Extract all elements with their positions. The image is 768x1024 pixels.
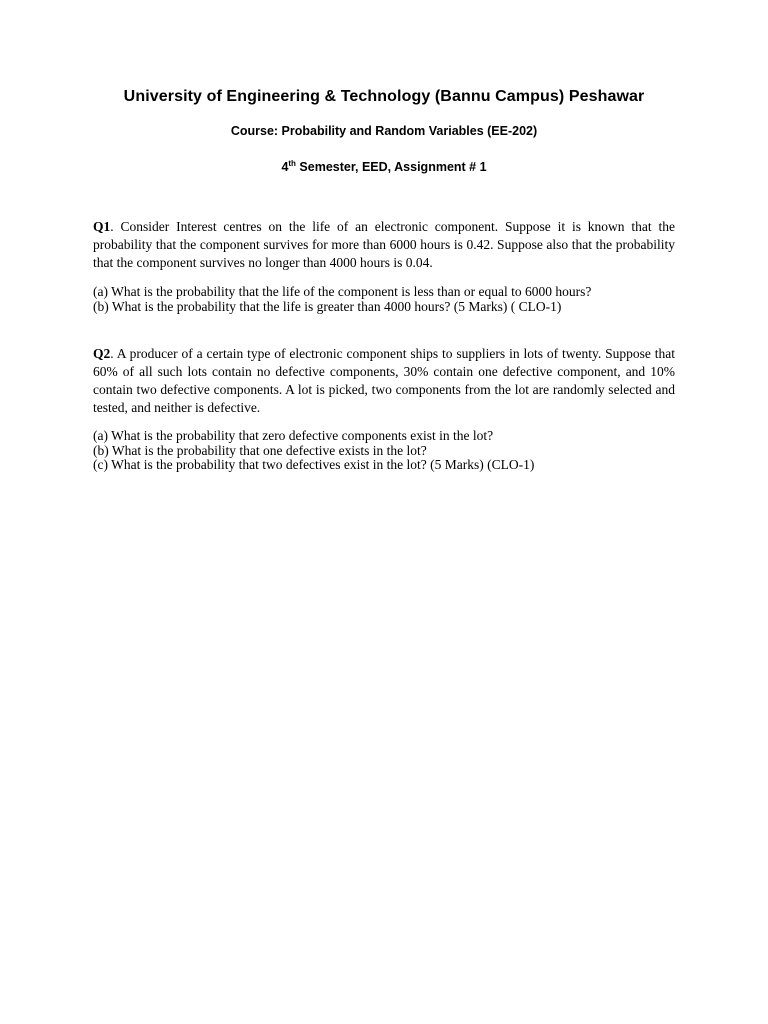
question-2-text: . A producer of a certain type of electronic component ships to suppliers in lots of twenty. Suppose that 60% of all such lots contain no defective components, 30% contain one defective component, and 10% contain two defective components. A lot is picked, two components from the lot are randomly selected and tested, and neither is defective. bbox=[93, 346, 675, 415]
question-1 bbox=[93, 218, 675, 272]
university-title: University of Engineering & Technology (Bannu Campus) Peshawar bbox=[123, 88, 645, 105]
semester-number: 4 bbox=[281, 160, 289, 174]
course-title: Course: Probability and Random Variables (EE-202) bbox=[230, 124, 538, 138]
assignment-title bbox=[0, 160, 768, 174]
question-2-part-c: (c) What is the probability that two defectives exist in the lot? (5 Marks) (CLO-1) bbox=[93, 457, 535, 472]
question-1-parts bbox=[93, 285, 693, 314]
semester-suffix: th bbox=[288, 158, 296, 168]
question-2-part-b: (b) What is the probability that one defective exists in the lot? bbox=[93, 442, 427, 458]
semester-rest: Semester, EED, Assignment # 1 bbox=[295, 160, 487, 174]
question-2-part-a: (a) What is the probability that zero defective components exist in the lot? bbox=[93, 428, 494, 443]
question-1-part-b: (b) What is the probability that the life is greater than 4000 hours? (5 Marks) ( CLO-1) bbox=[93, 298, 562, 314]
question-1-text: . Consider Interest centres on the life of an electronic component. Suppose it is known that the probability that the component survives for more than 6000 hours is 0.42. Suppose also that the probability that the component survives no longer than 4000 hours is 0.04. bbox=[93, 219, 675, 270]
question-2-label: Q2 bbox=[93, 346, 111, 361]
question-2 bbox=[93, 345, 675, 417]
question-1-part-a: (a) What is the probability that the life of the component is less than or equal to 6000 hours? bbox=[93, 284, 592, 299]
question-2-parts bbox=[93, 429, 693, 473]
question-1-label: Q1 bbox=[93, 219, 111, 234]
